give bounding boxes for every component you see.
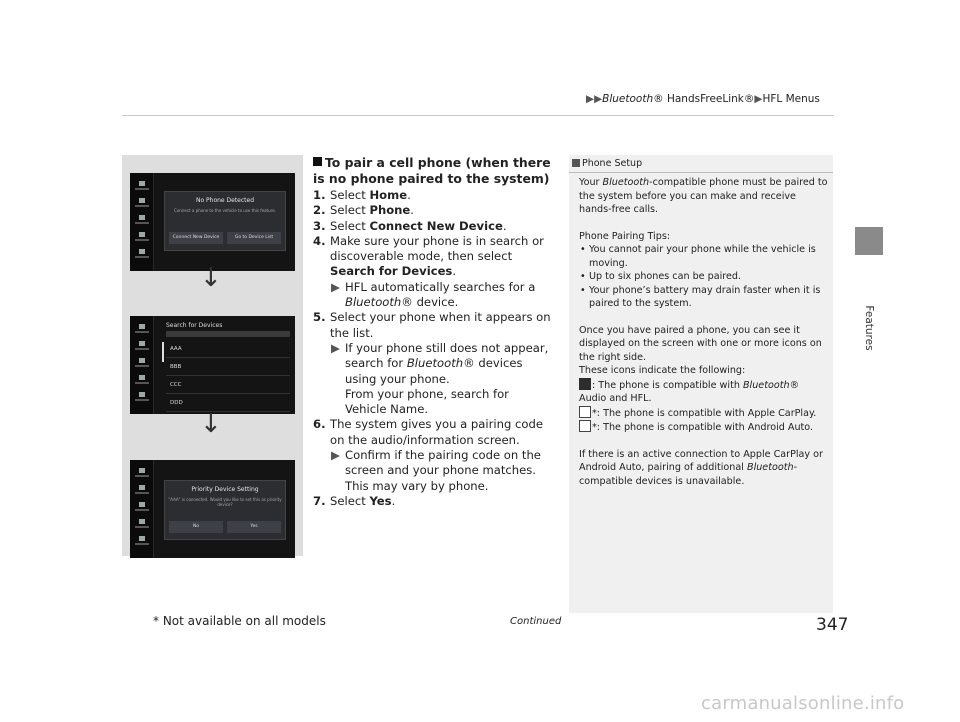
phone-setup-note [569,155,833,613]
result-arrow-icon: ▶ [331,279,340,294]
dialog-title: No Phone Detected [195,197,255,204]
device-item: DDD [166,394,290,412]
screen-sidebar [130,460,154,558]
apple-carplay-icon [579,406,591,418]
icon-carplay-desc: *: The phone is compatible with Apple CarPlay. [579,406,829,421]
header-hfl: ® HandsFreeLink® [653,93,755,105]
watermark: carmanualsonline.info [701,693,905,714]
note-closing: If there is an active connection to Apple CarPlay or Android Auto, pairing of additional Bluetooth-compatible devices is unavailable. [579,448,823,487]
screen-search-devices [130,316,295,414]
section-side-label: Features [863,305,875,351]
down-arrow-icon: ↓ [200,263,222,293]
tip-item: • Up to six phones can be paired. [579,270,829,284]
page-number: 347 [816,615,849,635]
step-4: 4. Make sure your phone is in search or discoverable mode, then select Search for Devices. [313,233,544,279]
tips-title: Phone Pairing Tips: [579,230,671,242]
step-2: 2. Select Phone. [313,203,414,218]
selection-marker [162,342,164,362]
note-rule [569,172,833,173]
breadcrumb-arrow-icon: ▶▶ [586,93,603,105]
step-5-continued: From your phone, search for Vehicle Name. [345,386,509,417]
footnote: * Not available on all models [153,614,326,628]
step-5: 5. Select your phone when it appears on the list. [313,310,551,340]
yes-button: Yes [227,521,281,533]
screenshots-panel [122,155,303,556]
section-heading: To pair a cell phone (when there is no phone paired to the system) [313,155,551,186]
bluetooth-phone-icon [579,378,591,390]
step-4-result: ▶ HFL automatically searches for a Bluetooth® device. [331,279,536,310]
screen-sidebar [130,316,154,414]
no-button: No [169,521,223,533]
breadcrumb-arrow-icon: ▶ [754,93,763,105]
step-7: 7. Select Yes. [313,493,396,508]
dialog-subtitle: Connect a phone to the vehicle to use this feature. [174,208,276,213]
tip-item: • You cannot pair your phone while the vehicle is moving. [579,243,829,270]
step-5-result: ▶ If your phone still does not appear, search for Bluetooth® devices using your phone. [331,340,549,386]
go-to-device-list-button: Go to Device List [227,232,281,244]
icons-intro: Once you have paired a phone, you can see it displayed on the screen with one or more icons on the right side. [579,324,822,363]
header-section: HFL Menus [762,93,820,105]
step-3: 3. Select Connect New Device. [313,218,507,233]
screen-sidebar [130,173,154,271]
square-bullet-icon [313,157,322,166]
section-tab-marker [855,227,883,255]
running-header [586,93,820,105]
header-rule [122,115,834,116]
continued-label: Continued [510,616,562,627]
device-item: AAA [166,340,290,358]
step-6-continued: This may vary by phone. [345,478,489,493]
search-title: Search for Devices [166,322,223,329]
result-arrow-icon: ▶ [331,340,340,355]
note-title: Phone Setup [572,158,642,169]
note-intro: Your Bluetooth-compatible phone must be paired to the system before you can make and receive hands-free calls. [579,177,828,215]
dialog-title: Priority Device Setting [191,486,259,493]
connect-new-device-button: Connect New Device [169,232,223,244]
step-1: 1. Select Home. [313,188,411,202]
no-phone-dialog [164,191,286,251]
icons-intro-2: These icons indicate the following: [579,365,746,376]
search-hint-bar [166,331,290,337]
device-item: CCC [166,376,290,394]
icon-bluetooth-desc: : The phone is compatible with Bluetooth® Audio and HFL. [579,379,800,404]
tip-item: • Your phone’s battery may drain faster when it is paired to the system. [579,284,829,311]
pairing-steps [313,155,553,509]
device-item: BBB [166,358,290,376]
result-arrow-icon: ▶ [331,448,340,463]
header-bluetooth: Bluetooth [602,93,654,105]
android-auto-icon [579,420,591,432]
note-icon [572,159,580,167]
down-arrow-icon: ↓ [200,409,222,439]
note-body [579,176,829,501]
dialog-subtitle: "AAA" is connected. Would you like to set this as priority device? [168,497,282,507]
step-6-result: ▶ Confirm if the pairing code on the screen and your phone matches. [331,448,541,478]
screen-no-phone [130,173,295,271]
screen-priority-device [130,460,295,558]
step-6: 6. The system gives you a pairing code on the audio/information screen. [313,417,543,447]
icon-android-desc: *: The phone is compatible with Android Auto. [579,420,829,435]
priority-dialog [164,480,286,540]
device-list [166,340,290,412]
